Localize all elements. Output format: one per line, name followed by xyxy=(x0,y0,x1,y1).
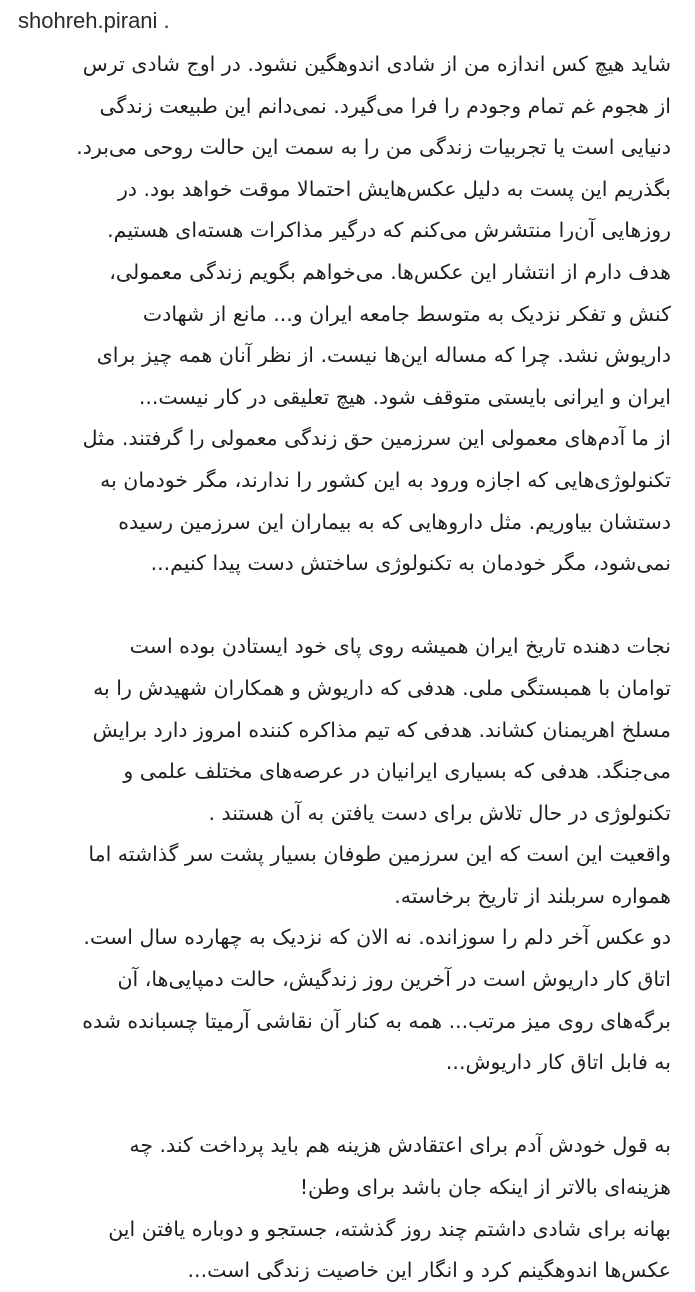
caption-line: برگه‌های روی میز مرتب... همه به کنار آن نقاشی آرمیتا چسبانده شده xyxy=(82,1008,671,1033)
username[interactable]: shohreh.pirani . xyxy=(18,8,170,33)
caption-line: به فابل اتاق کار داریوش... xyxy=(445,1050,671,1075)
caption-line: از ما آدم‌های معمولی این سرزمین حق زندگی معمولی را گرفتند. مثل xyxy=(82,426,671,451)
caption-line: اتاق کار داریوش است در آخرین روز زندگیش، حالت دمپایی‌ها، آن xyxy=(117,967,671,992)
caption-line: هزینه‌ای بالاتر از اینکه جان باشد برای وطن! xyxy=(299,1175,671,1200)
caption-line: مسلخ اهریمنان کشاند. هدفی که تیم مذاکره کننده امروز دارد برایش xyxy=(92,717,671,742)
caption-line: داریوش نشد. چرا که مساله این‌ها نیست. از نظر آنان همه چیز برای xyxy=(96,343,671,368)
caption-line: نجات دهنده تاریخ ایران همیشه روی پای خود ایستادن بوده است xyxy=(129,634,671,659)
caption-body xyxy=(11,44,671,1292)
caption-line: واقعیت این است که این سرزمین طوفان بسیار پشت سر گذاشته اما xyxy=(88,842,671,867)
caption-line: شاید هیچ کس اندازه من از شادی اندوهگین نشود. در اوج شادی ترس xyxy=(82,52,671,76)
caption-line: توامان با همبستگی ملی. هدفی که داریوش و همکاران شهیدش را به xyxy=(93,675,671,700)
caption-line: تکنولوژی در حال تلاش برای دست یافتن به آن هستند . xyxy=(208,800,671,825)
caption-line: هدف دارم از انتشار این عکس‌ها. می‌خواهم بگویم زندگی معمولی، xyxy=(109,259,671,284)
paragraph-break xyxy=(11,585,671,627)
caption-line: بهانه برای شادی داشتم چند روز گذشته، جستجو و دوباره یافتن این xyxy=(108,1216,671,1241)
caption-line: کنش و تفکر نزدیک به متوسط جامعه ایران و... مانع از شهادت xyxy=(142,301,671,326)
caption-line: نمی‌شود، مگر خودمان به تکنولوژی ساختش دست پیدا کنیم... xyxy=(150,551,671,576)
caption-line: دو عکس آخر دلم را سوزانده. نه الان که نزدیک به چهارده سال است. xyxy=(83,925,671,950)
caption-line: بگذریم این پست به دلیل عکس‌هایش احتمالا موقت خواهد بود. در xyxy=(117,176,671,201)
caption-line: می‌جنگد. هدفی که بسیاری ایرانیان در عرصه‌های مختلف علمی و xyxy=(123,759,671,784)
caption-line: دنیایی است یا تجربیات زندگی من را به سمت این حالت روحی می‌برد. xyxy=(76,135,671,160)
paragraph-break xyxy=(11,1084,671,1126)
caption-line: ایران و ایرانی بایستی متوقف شود. هیچ تعلیقی در کار نیست... xyxy=(138,384,671,409)
caption-line: همواره سربلند از تاریخ برخاسته. xyxy=(394,883,671,908)
caption-line: روزهایی آن‌را منتشرش می‌کنم که درگیر مذاکرات هسته‌ای هستیم. xyxy=(107,218,671,243)
caption-line: عکس‌ها اندوهگینم کرد و انگار این خاصیت زندگی است... xyxy=(187,1258,671,1283)
caption-line: تکنولوژی‌هایی که اجازه ورود به این کشور را ندارند، مگر خودمان به xyxy=(100,467,671,492)
caption-line: به قول خودش آدم برای اعتقادش هزینه هم باید پرداخت کند. چه xyxy=(129,1133,671,1158)
caption-line: از هجوم غم تمام وجودم را فرا می‌گیرد. نمی‌دانم این طبیعت زندگی xyxy=(99,93,671,118)
caption-line: دستشان بیاوریم. مثل داروهایی که به بیماران این سرزمین رسیده xyxy=(118,509,671,534)
